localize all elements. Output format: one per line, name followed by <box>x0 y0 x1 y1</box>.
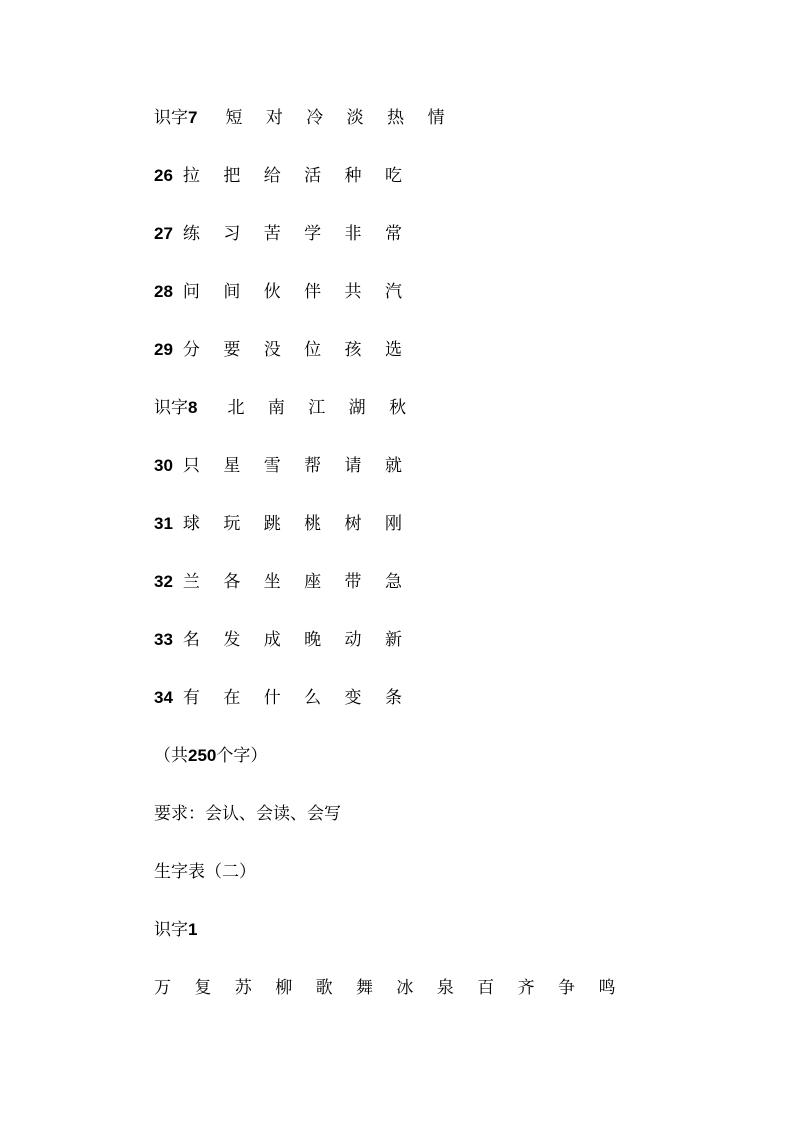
lesson-number: 29 <box>154 340 173 359</box>
lesson-number: 7 <box>188 108 198 127</box>
lesson-line-33 <box>154 628 411 652</box>
lesson-characters: 拉 把 给 活 种 吃 <box>182 166 411 186</box>
lesson-label: 识字 <box>154 398 188 418</box>
lesson-line-shizi-8 <box>154 396 415 420</box>
lesson-characters: 分 要 没 位 孩 选 <box>182 340 411 360</box>
section-number: 1 <box>188 920 198 939</box>
lesson-characters: 问 间 伙 伴 共 汽 <box>182 282 411 302</box>
lesson-number: 31 <box>154 514 173 533</box>
lesson-line-32 <box>154 570 411 594</box>
total-open: （共 <box>154 746 188 766</box>
lesson-line-shizi-7 <box>154 106 454 130</box>
lesson-characters: 只 星 雪 帮 请 就 <box>182 456 411 476</box>
lesson-characters: 名 发 成 晚 动 新 <box>182 630 411 650</box>
total-count <box>154 744 267 768</box>
section-label: 识字 <box>154 920 188 940</box>
total-number: 250 <box>188 746 217 765</box>
lesson-line-31 <box>154 512 411 536</box>
total-close: 个字） <box>216 746 268 766</box>
lesson-number: 28 <box>154 282 173 301</box>
lesson-line-29 <box>154 338 411 362</box>
lesson-characters: 北 南 江 湖 秋 <box>227 398 416 418</box>
lesson-line-30 <box>154 454 411 478</box>
lesson-number: 8 <box>188 398 198 417</box>
lesson-number: 27 <box>154 224 173 243</box>
lesson-line-34 <box>154 686 411 710</box>
section-heading <box>154 918 197 942</box>
lesson-number: 33 <box>154 630 173 649</box>
lesson-characters: 练 习 苦 学 非 常 <box>182 224 411 244</box>
lesson-number: 26 <box>154 166 173 185</box>
table-title: 生字表（二） <box>154 862 256 882</box>
lesson-line-28 <box>154 280 411 304</box>
lesson-number: 32 <box>154 572 173 591</box>
lesson-characters: 短 对 冷 淡 热 情 <box>225 108 454 128</box>
lesson-characters: 球 玩 跳 桃 树 刚 <box>182 514 411 534</box>
lesson-line-27 <box>154 222 411 246</box>
lesson-characters: 兰 各 坐 座 带 急 <box>182 572 411 592</box>
lesson-characters: 有 在 什 么 变 条 <box>182 688 411 708</box>
lesson-label: 识字 <box>154 108 188 128</box>
lesson-line-26 <box>154 164 411 188</box>
requirement-text: 要求：会认、会读、会写 <box>154 804 341 824</box>
lesson-number: 30 <box>154 456 173 475</box>
characters: 万 复 苏 柳 歌 舞 冰 泉 百 齐 争 鸣 <box>154 978 625 998</box>
character-list <box>154 976 624 1000</box>
lesson-number: 34 <box>154 688 173 707</box>
